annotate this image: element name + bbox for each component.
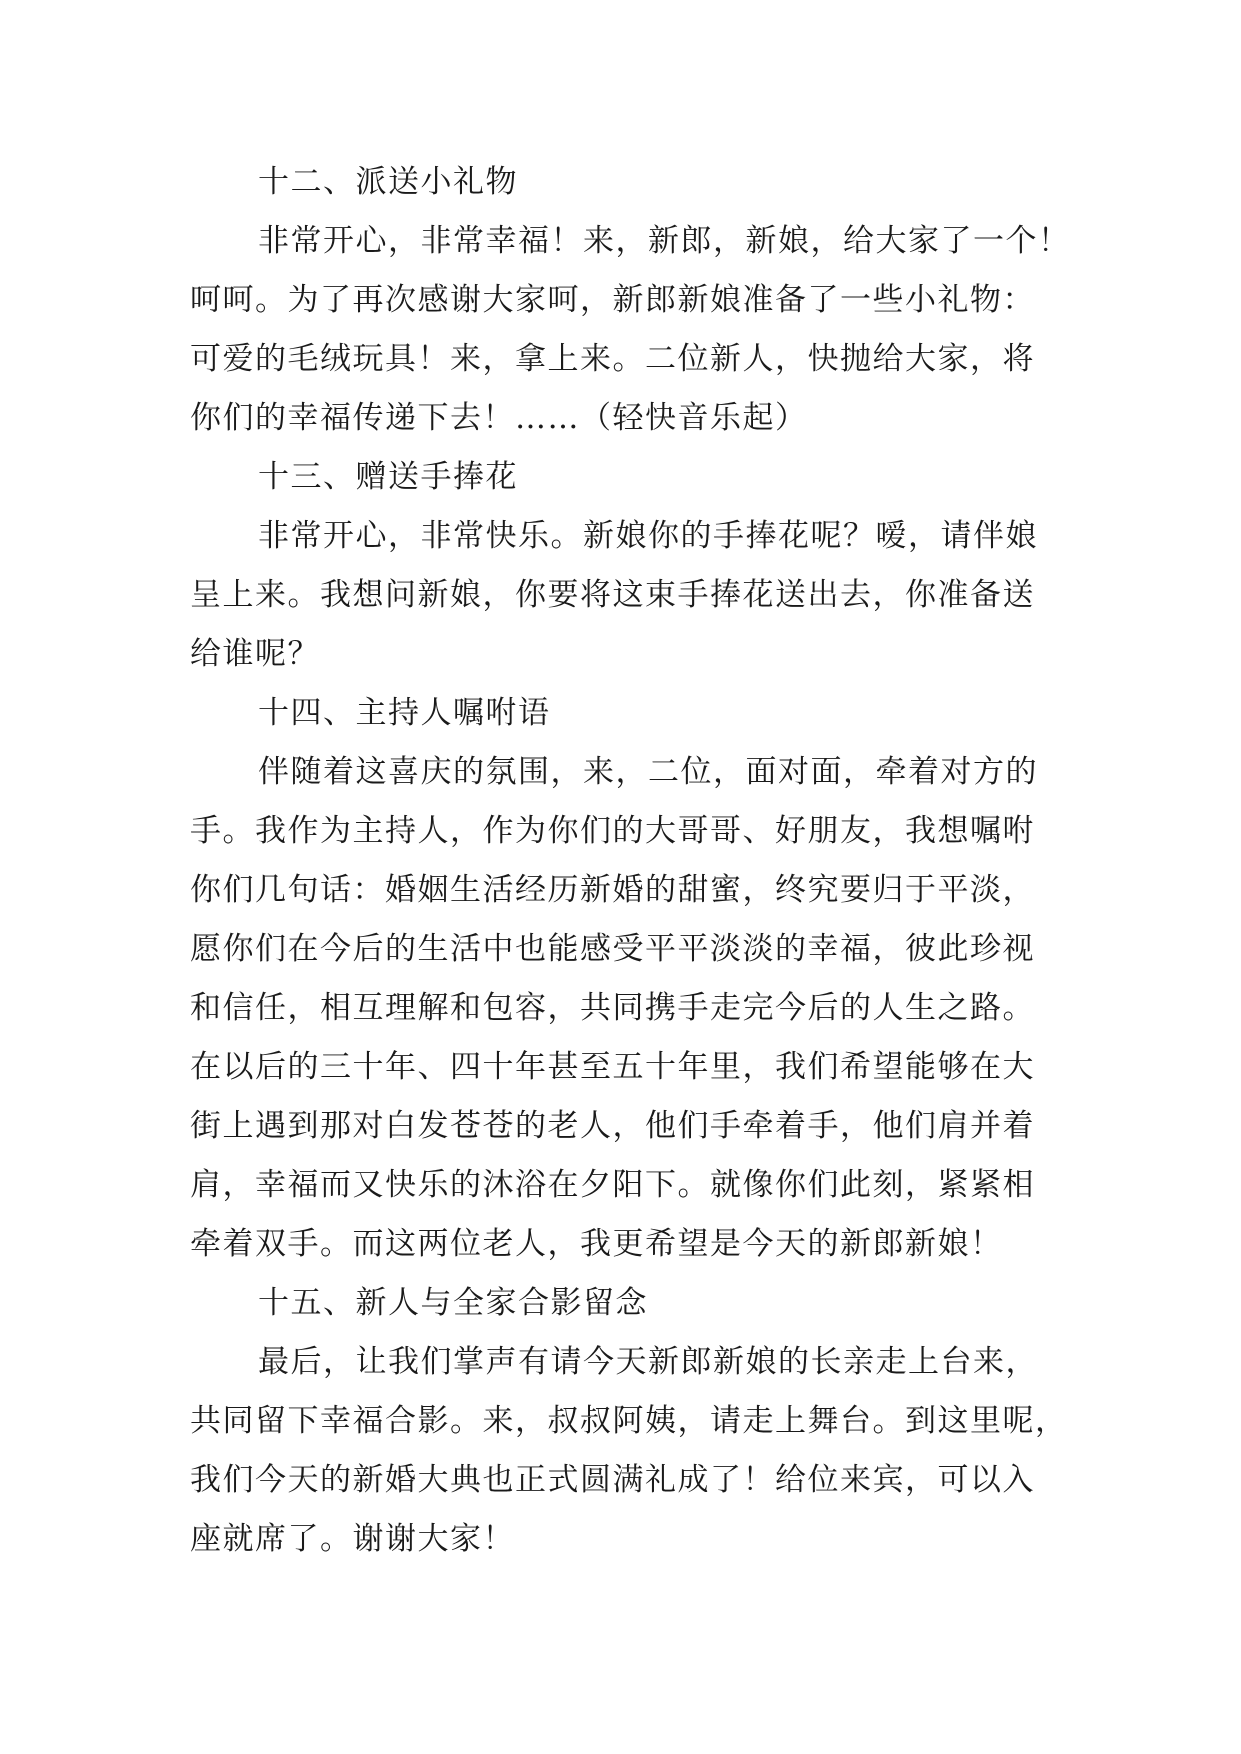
paragraph-line: 可爱的毛绒玩具！来，拿上来。二位新人，快抛给大家，将: [190, 341, 1035, 377]
paragraph-line: 手。我作为主持人，作为你们的大哥哥、好朋友，我想嘱咐: [190, 813, 1035, 849]
paragraph-line: 我们今天的新婚大典也正式圆满礼成了！给位来宾，可以入: [190, 1462, 1035, 1498]
paragraph-line: 肩，幸福而又快乐的沐浴在夕阳下。就像你们此刻，紧紧相: [190, 1167, 1035, 1203]
paragraph-line: 给谁呢？: [190, 636, 320, 672]
paragraph-line: 呈上来。我想问新娘，你要将这束手捧花送出去，你准备送: [190, 577, 1035, 613]
paragraph-line: 非常开心，非常幸福！来，新郎，新娘，给大家了一个！: [258, 223, 1071, 259]
paragraph-line: 共同留下幸福合影。来，叔叔阿姨，请走上舞台。到这里呢，: [190, 1403, 1068, 1439]
paragraph-line: 最后，让我们掌声有请今天新郎新娘的长亲走上台来，: [258, 1344, 1038, 1380]
paragraph-line: 伴随着这喜庆的氛围，来，二位，面对面，牵着对方的: [258, 754, 1038, 790]
paragraph-line: 非常开心，非常快乐。新娘你的手捧花呢？嗳，请伴娘: [258, 518, 1038, 554]
paragraph-line: 牵着双手。而这两位老人，我更希望是今天的新郎新娘！: [190, 1226, 1003, 1262]
section-heading-14: 十四、主持人嘱咐语: [258, 695, 551, 731]
paragraph-line: 你们的幸福传递下去！……（轻快音乐起）: [190, 400, 808, 436]
paragraph-line: 座就席了。谢谢大家！: [190, 1521, 515, 1557]
section-heading-12: 十二、派送小礼物: [258, 164, 518, 200]
section-heading-13: 十三、赠送手捧花: [258, 459, 518, 495]
paragraph-line: 和信任，相互理解和包容，共同携手走完今后的人生之路。: [190, 990, 1035, 1026]
paragraph-line: 呵呵。为了再次感谢大家呵，新郎新娘准备了一些小礼物：: [190, 282, 1035, 318]
paragraph-line: 在以后的三十年、四十年甚至五十年里，我们希望能够在大: [190, 1049, 1035, 1085]
paragraph-line: 街上遇到那对白发苍苍的老人，他们手牵着手，他们肩并着: [190, 1108, 1035, 1144]
section-heading-15: 十五、新人与全家合影留念: [258, 1285, 648, 1321]
paragraph-line: 愿你们在今后的生活中也能感受平平淡淡的幸福，彼此珍视: [190, 931, 1035, 967]
paragraph-line: 你们几句话：婚姻生活经历新婚的甜蜜，终究要归于平淡，: [190, 872, 1035, 908]
